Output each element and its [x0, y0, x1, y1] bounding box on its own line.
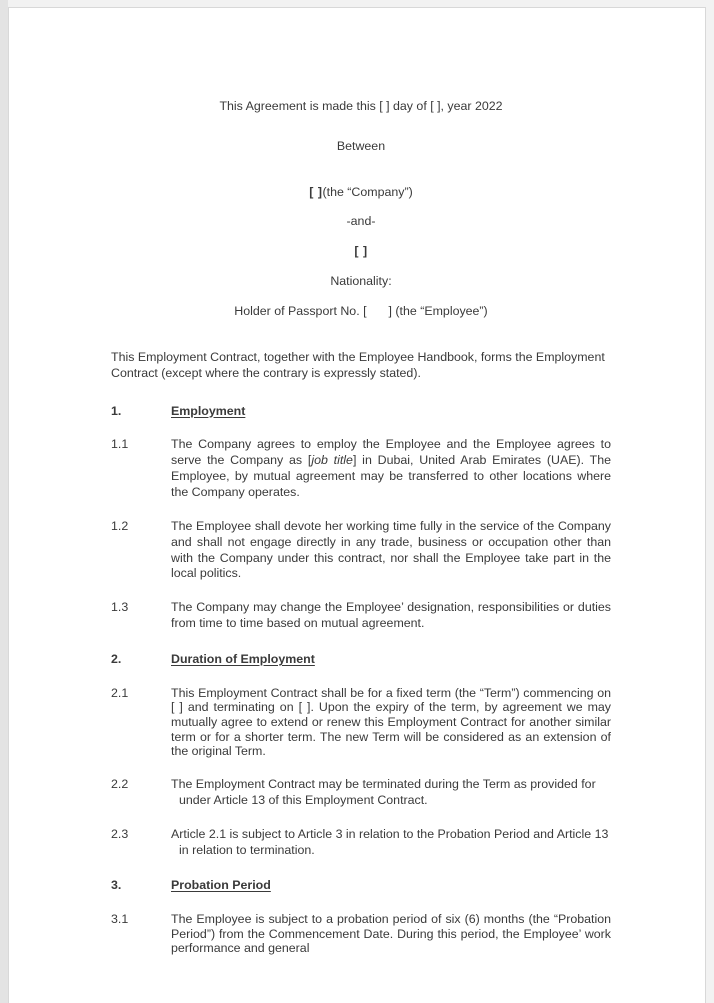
agreement-date-line: This Agreement is made this [ ] day of [ ], year 2022 [219, 99, 503, 113]
spacer [111, 632, 611, 652]
clause-number: 2.3 [111, 826, 129, 841]
section-number: 1. [111, 403, 122, 418]
clause-number: 1.2 [111, 518, 129, 533]
section-number: 3. [111, 878, 122, 893]
page-gutter [0, 0, 8, 1003]
clause-2-2 [111, 777, 611, 809]
company-bracket-placeholder: [ ] [309, 184, 323, 199]
spacer [111, 501, 611, 519]
clause-text: This Employment Contract shall be for a fixed term (the “Term”) commencing on [ ] and terminating on [ ]. Upon the expiry of the term, by agreement we may mutually agree to extend or renew this Employment Contract for another similar term or for a shorter term. The new Term will be considered as an extension of the original Term. [171, 685, 611, 759]
clause-3-1 [111, 912, 611, 956]
spacer [111, 115, 611, 139]
and-separator: -and- [346, 214, 376, 229]
spacer [111, 230, 611, 244]
between-line: Between [336, 138, 386, 153]
clause-text-part-1: The Company agrees to employ the Employee and the Employee agrees to serve the Company as [ [171, 437, 611, 468]
passport-line [111, 304, 611, 320]
company-label: (the “Company”) [322, 184, 413, 199]
spacer [111, 582, 611, 600]
section-number: 2. [111, 652, 122, 666]
spacer [111, 290, 611, 304]
intro-paragraph: This Employment Contract, together with the Employee Handbook, forms the Employment Contract (except where the contrary is expressly stated). [111, 350, 605, 381]
spacer [111, 155, 611, 185]
section-title: Probation Period [171, 878, 271, 893]
spacer [111, 894, 611, 912]
clause-text: The Company may change the Employee’ designation, responsibilities or duties from time to time based on mutual agreement. [171, 600, 611, 631]
clause-1-1 [111, 437, 611, 501]
clause-text-part-2: ] in Dubai, United Arab Emirates (UAE). The Employee, by mutual agreement may be transferred to other locations where the Company operates. [171, 453, 611, 499]
company-party-line [111, 185, 611, 201]
clause-text: The Employee is subject to a probation period of six (6) months (the “Probation Period”) from the Commencement Date. During this period, the Employee’ work performance and general [171, 912, 611, 956]
clause-text: The Employee shall devote her working time fully in the service of the Company and shall not engage directly in any trade, business or occupation other than with the Company under this contract, nor shall the Employee take part in the local politics. [171, 518, 611, 581]
clause-2-1 [111, 686, 611, 759]
passport-line-prefix: Holder of Passport No. [ [234, 303, 367, 318]
clause-text: Article 2.1 is subject to Article 3 in relation to the Probation Period and Article 13 in relation to termination. [171, 826, 609, 857]
spacer [111, 809, 611, 827]
clause-number: 2.2 [111, 776, 129, 791]
clause-number: 2.1 [111, 685, 129, 700]
section-title: Employment [171, 403, 246, 418]
section-title: Duration of Employment [171, 652, 315, 666]
section-heading-1 [111, 404, 611, 420]
clause-1-3 [111, 600, 611, 632]
section-heading-3 [111, 878, 611, 894]
clause-number: 1.3 [111, 600, 129, 615]
passport-line-suffix: ] (the “Employee”) [388, 303, 488, 318]
spacer [111, 419, 611, 437]
section-heading-2 [111, 652, 611, 668]
clause-number: 3.1 [111, 912, 129, 927]
spacer [111, 759, 611, 777]
nationality-line: Nationality: [330, 273, 392, 288]
spacer [111, 382, 611, 404]
employee-bracket-placeholder: [ ] [354, 244, 368, 258]
spacer [111, 668, 611, 686]
document-page [8, 7, 706, 1003]
clause-text: The Employment Contract may be terminated during the Term as provided for under Article 13 of this Employment Contract. [171, 776, 596, 807]
document-content [111, 99, 611, 956]
clause-1-2 [111, 519, 611, 583]
clause-2-3 [111, 827, 611, 859]
job-title-placeholder: job title [311, 453, 353, 468]
clause-text [171, 437, 611, 501]
spacer [111, 319, 611, 349]
spacer [111, 260, 611, 274]
spacer [111, 200, 611, 214]
clause-number: 1.1 [111, 437, 129, 452]
spacer [111, 858, 611, 878]
